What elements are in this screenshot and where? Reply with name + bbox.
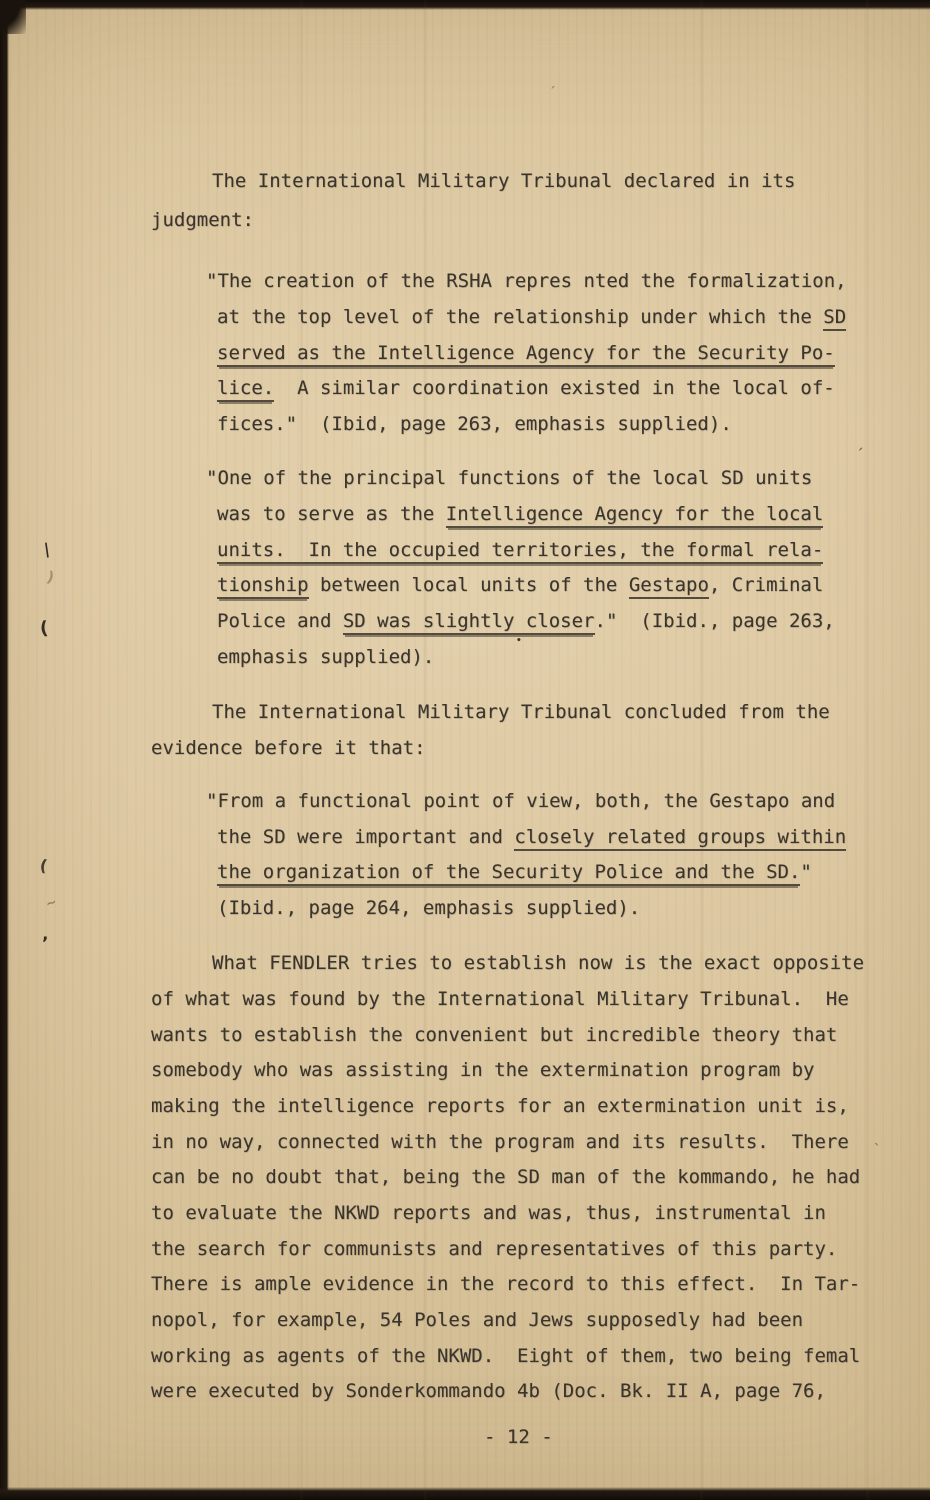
text-segment: the SD were important and [217, 826, 515, 848]
underlined-text: closely related groups within [514, 826, 846, 851]
margin-ink-mark: • [516, 636, 522, 646]
text-segment: making the intelligence reports for an extermination unit is, [151, 1095, 849, 1117]
text-line [151, 209, 254, 231]
text-segment: working as agents of the NKWD. Eight of them, two being femal [151, 1345, 861, 1367]
scan-edge-bottom [0, 1487, 930, 1500]
text-segment: emphasis supplied). [217, 646, 435, 668]
text-segment: was to serve as the [217, 503, 446, 525]
text-segment: What FENDLER tries to establish now is the exact opposite [212, 952, 865, 974]
text-segment: "One of the principal functions of the local SD units [206, 467, 813, 489]
text-line [206, 467, 812, 489]
text-line [217, 826, 846, 851]
text-line [151, 1202, 826, 1224]
text-line [217, 342, 835, 367]
scan-corner-blob [0, 0, 26, 34]
page-number: - 12 - [484, 1426, 553, 1448]
text-line [206, 790, 835, 812]
margin-ink-mark: ( [38, 855, 49, 876]
text-segment: "From a functional point of view, both, the Gestapo and [206, 790, 836, 812]
text-line [151, 988, 849, 1010]
text-segment: can be no doubt that, being the SD man of the kommando, he had [151, 1166, 861, 1188]
paper-streak [866, 0, 869, 1500]
text-line [212, 701, 830, 723]
text-segment: wants to establish the convenient but incredible theory that [151, 1024, 838, 1046]
text-segment: the search for communists and representatives of this party. [151, 1238, 838, 1260]
text-segment: , Criminal [708, 574, 824, 596]
text-line [206, 270, 847, 292]
margin-ink-mark: ( [39, 617, 50, 640]
underlined-text: the organization of the Security Police and the SD. [217, 861, 800, 886]
text-segment: (Ibid., page 264, emphasis supplied). [217, 897, 641, 919]
text-line [217, 413, 732, 435]
text-line [151, 1273, 860, 1295]
margin-ink-mark: | [42, 539, 51, 559]
text-segment: between local units of the [308, 574, 629, 596]
margin-ink-mark: ` [874, 1143, 881, 1158]
scan-edge-top [0, 0, 930, 10]
text-segment: The International Military Tribunal declared in its [212, 170, 796, 192]
text-line [151, 1166, 860, 1188]
text-segment: were executed by Sonderkommando 4b (Doc. Bk. II A, page 76, [151, 1380, 826, 1402]
text-segment: fices." (Ibid, page 263, emphasis supplied). [217, 413, 732, 435]
text-line [217, 646, 434, 668]
text-segment: nopol, for example, 54 Poles and Jews supposedly had been [151, 1309, 804, 1331]
underlined-text: served as the Intelligence Agency for the Security Po- [217, 342, 835, 367]
text-line [151, 1095, 849, 1117]
text-segment: There is ample evidence in the record to this effect. In Tar- [151, 1273, 861, 1295]
text-line [151, 1380, 826, 1402]
text-segment: evidence before it that: [151, 737, 426, 759]
text-segment: of what was found by the International Military Tribunal. He [151, 988, 849, 1010]
underlined-text: SD was slightly closer [343, 610, 595, 635]
text-line [151, 1309, 803, 1331]
text-segment: judgment: [151, 209, 254, 231]
text-line [151, 1238, 837, 1260]
text-line [212, 952, 864, 974]
text-segment: "The creation of the RSHA repres nted the formalization, [206, 270, 847, 292]
text-line [217, 503, 823, 528]
text-line [217, 861, 812, 886]
text-line [212, 170, 795, 192]
text-line [217, 897, 640, 919]
text-line [151, 1059, 814, 1081]
text-segment: in no way, connected with the program and its results. There [151, 1131, 849, 1153]
underlined-text: tionship [217, 574, 309, 599]
underlined-text: lice. [217, 377, 274, 402]
text-line [217, 539, 823, 564]
underlined-text: Intelligence Agency for the local [446, 503, 824, 528]
margin-ink-mark: ’ [42, 934, 49, 954]
text-line [217, 610, 835, 635]
text-line [217, 306, 846, 331]
margin-ink-mark: ) [44, 567, 57, 587]
text-segment: A similar coordination existed in the local of- [274, 377, 835, 399]
scan-edge-left [0, 0, 9, 1500]
text-line [217, 574, 823, 599]
text-segment: " [800, 861, 812, 883]
text-line [151, 737, 426, 759]
text-segment: Police and [217, 610, 343, 632]
text-line [217, 377, 835, 402]
underlined-text: units. In the occupied territories, the formal rela- [217, 539, 823, 564]
text-segment: somebody who was assisting in the extermination program by [151, 1059, 815, 1081]
text-segment: to evaluate the NKWD reports and was, thus, instrumental in [151, 1202, 826, 1224]
margin-ink-mark: ´ [549, 86, 556, 101]
underlined-text: Gestapo [629, 574, 709, 599]
text-line [151, 1345, 860, 1367]
text-segment: at the top level of the relationship under which the [217, 306, 824, 328]
text-line [151, 1131, 849, 1153]
text-line [151, 1024, 837, 1046]
text-segment: ." (Ibid., page 263, [594, 610, 835, 632]
underlined-text: SD [823, 306, 846, 331]
text-segment: The International Military Tribunal concluded from the [212, 701, 830, 723]
margin-ink-mark: ´ [856, 446, 864, 464]
margin-ink-mark: ~ [43, 894, 60, 913]
